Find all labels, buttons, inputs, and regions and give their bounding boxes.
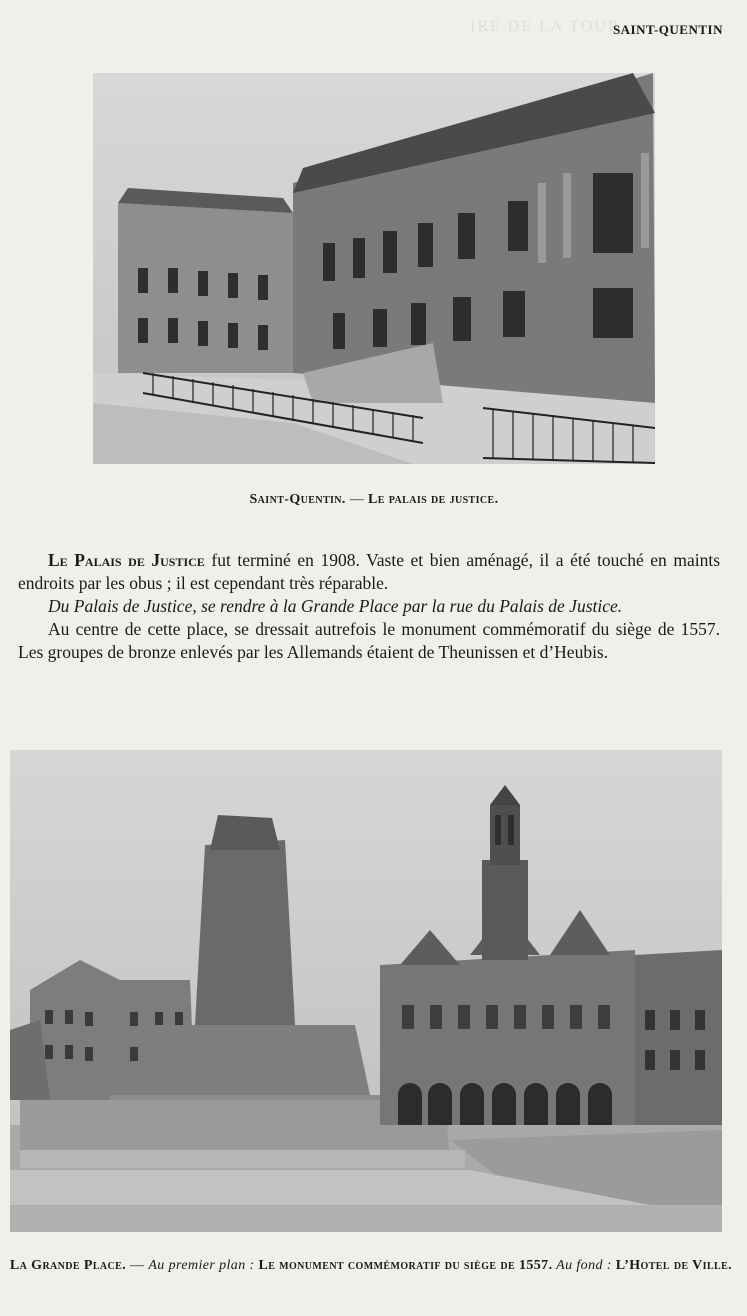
paragraph-lead: Le Palais de Justice bbox=[48, 550, 205, 570]
body-text bbox=[18, 549, 720, 664]
palais-de-justice-photo bbox=[93, 73, 655, 464]
photo-caption-grande-place bbox=[6, 1256, 736, 1275]
paragraph-text: fut terminé en 1908. Vaste et bien aménagé, il a été touché en maints endroits par les obus ; il est cependant très réparable. bbox=[18, 550, 721, 593]
caption-foreground-subject: Le monument commémoratif du siège de 1557. bbox=[254, 1258, 553, 1273]
grande-place-photo bbox=[10, 750, 722, 1232]
paragraph-palais bbox=[18, 549, 720, 595]
photo-caption-palais bbox=[93, 492, 655, 508]
caption-background-subject: L’Hotel de Ville. bbox=[611, 1258, 733, 1273]
paragraph-monument: Au centre de cette place, se dressait autrefois le monument commémoratif du siège de 1557. Les groupes de bronze enlevés par les Allemands étaient de Theunissen et d’Heubis. bbox=[18, 619, 720, 662]
caption-place: La Grande Place. bbox=[9, 1258, 127, 1273]
running-header: SAINT-QUENTIN bbox=[612, 22, 723, 37]
paragraph-directions: Du Palais de Justice, se rendre à la Grande Place par la rue du Palais de Justice. bbox=[48, 596, 623, 616]
caption-place: Saint-Quentin. bbox=[249, 492, 346, 507]
caption-subject: Le palais de justice. bbox=[368, 492, 499, 507]
caption-dash: — bbox=[126, 1258, 149, 1273]
caption-dash: — bbox=[345, 492, 369, 507]
bleed-through-text: IRE DE LA TOUR bbox=[470, 18, 621, 35]
caption-foreground-label: Au premier plan : bbox=[148, 1258, 255, 1273]
caption-background-label: Au fond : bbox=[552, 1258, 612, 1273]
